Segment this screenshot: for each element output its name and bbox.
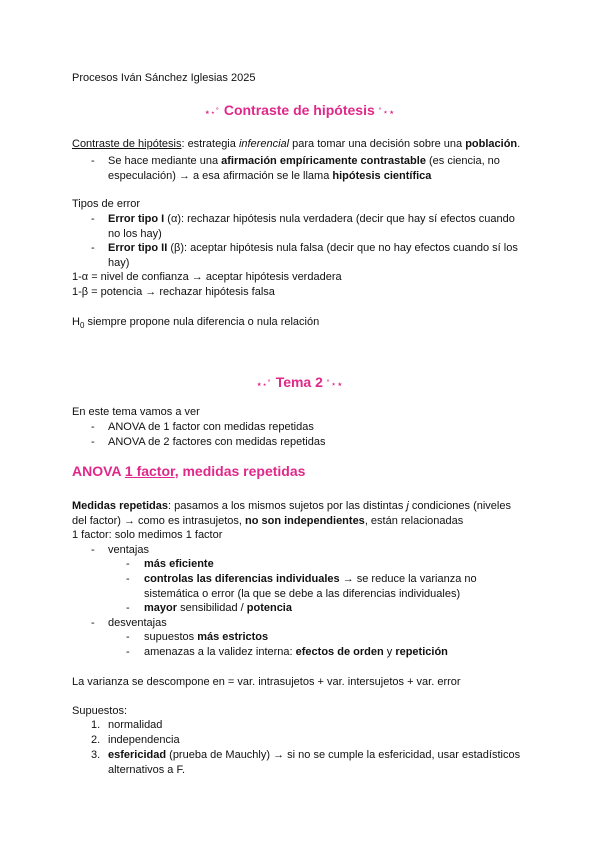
supuesto-item: independencia	[108, 734, 180, 746]
desventaja-item: amenazas a la validez interna: efectos de orden y repetición	[144, 646, 448, 658]
error-type-1-cont: no los hay)	[108, 228, 162, 240]
power-line: 1-β = potencia → rechazar hipótesis falsa	[72, 286, 275, 298]
list-number: 3.	[91, 749, 101, 761]
confidence-line: 1-α = nivel de confianza → aceptar hipótesis verdadera	[72, 271, 342, 283]
ventaja-item: mayor sensibilidad / potencia	[144, 602, 292, 614]
bullet-line: Se hace mediante una afirmación empíricamente contrastable (es ciencia, no	[108, 155, 500, 167]
ventaja-item: controlas las diferencias individuales → se reduce la varianza no	[144, 573, 477, 585]
bullet-dash: -	[91, 617, 95, 629]
bullet-dash: -	[91, 421, 95, 433]
varianza-line: La varianza se descompone en = var. intrasujetos + var. intersujetos + var. error	[72, 676, 461, 688]
bullet-dash: -	[91, 544, 95, 556]
error-type-2: Error tipo II (β): aceptar hipótesis nula falsa (decir que no hay efectos cuando sí los	[108, 242, 518, 254]
bullet-dash: -	[91, 436, 95, 448]
tema-intro: En este tema vamos a ver	[72, 406, 200, 418]
section-title-text: Contraste de hipótesis	[223, 102, 375, 118]
section-title-tema2	[0, 374, 600, 390]
medidas-repetidas-cont: del factor) → como es intrasujetos, no son independientes, están relacionadas	[72, 515, 464, 527]
medidas-repetidas-def: Medidas repetidas: pasamos a los mismos sujetos por las distintas j condiciones (niveles	[72, 500, 511, 512]
desventajas-label: desventajas	[108, 617, 167, 629]
error-type-2-cont: hay)	[108, 257, 130, 269]
decor-right: ˚⋆⭑	[326, 379, 344, 389]
bullet-dash: -	[126, 631, 130, 643]
errors-title: Tipos de error	[72, 198, 141, 210]
supuestos-label: Supuestos:	[72, 705, 128, 717]
supuesto-item-cont: alternativos a F.	[108, 764, 186, 776]
ventajas-label: ventajas	[108, 544, 149, 556]
bullet-dash: -	[91, 242, 95, 254]
one-factor-line: 1 factor: solo medimos 1 factor	[72, 529, 223, 541]
bullet-dash: -	[126, 646, 130, 658]
ventaja-item-cont: sistemática o error (la que se debe a las diferencias individuales)	[144, 588, 461, 600]
error-type-1: Error tipo I (α): rechazar hipótesis nula verdadera (decir que hay sí efectos cuando	[108, 213, 515, 225]
supuesto-item: esfericidad (prueba de Mauchly) → si no se cumple la esfericidad, usar estadísticos	[108, 749, 521, 761]
definition-line: Contraste de hipótesis: estrategia inferencial para tomar una decisión sobre una población.	[72, 138, 521, 150]
bullet-dash: -	[91, 155, 95, 167]
bullet-line-cont: especulación) → a esa afirmación se le llama hipótesis científica	[108, 170, 432, 182]
anova-title: ANOVA 1 factor, medidas repetidas	[72, 463, 306, 479]
header-text: Procesos Iván Sánchez Iglesias 2025	[72, 72, 256, 84]
list-item: ANOVA de 1 factor con medidas repetidas	[108, 421, 314, 433]
desventaja-item: supuestos más estrictos	[144, 631, 269, 643]
list-number: 2.	[91, 734, 101, 746]
decor-right: ˚⋆⭑	[378, 107, 396, 117]
bullet-dash: -	[126, 602, 130, 614]
h0-line: $H_0$ siempre propone nula diferencia o nula relación	[72, 316, 320, 331]
decor-left: ⭑⋆˚	[204, 107, 220, 117]
bullet-dash: -	[126, 573, 130, 585]
bullet-dash: -	[126, 558, 130, 570]
bullet-dash: -	[91, 213, 95, 225]
ventaja-item: más eficiente	[144, 558, 214, 570]
decor-left: ⭑⋆˚	[256, 379, 272, 389]
section-title-text: Tema 2	[275, 374, 323, 390]
section-title-contraste	[0, 102, 600, 118]
supuesto-item: normalidad	[108, 719, 163, 731]
list-item: ANOVA de 2 factores con medidas repetidas	[108, 436, 326, 448]
list-number: 1.	[91, 719, 101, 731]
